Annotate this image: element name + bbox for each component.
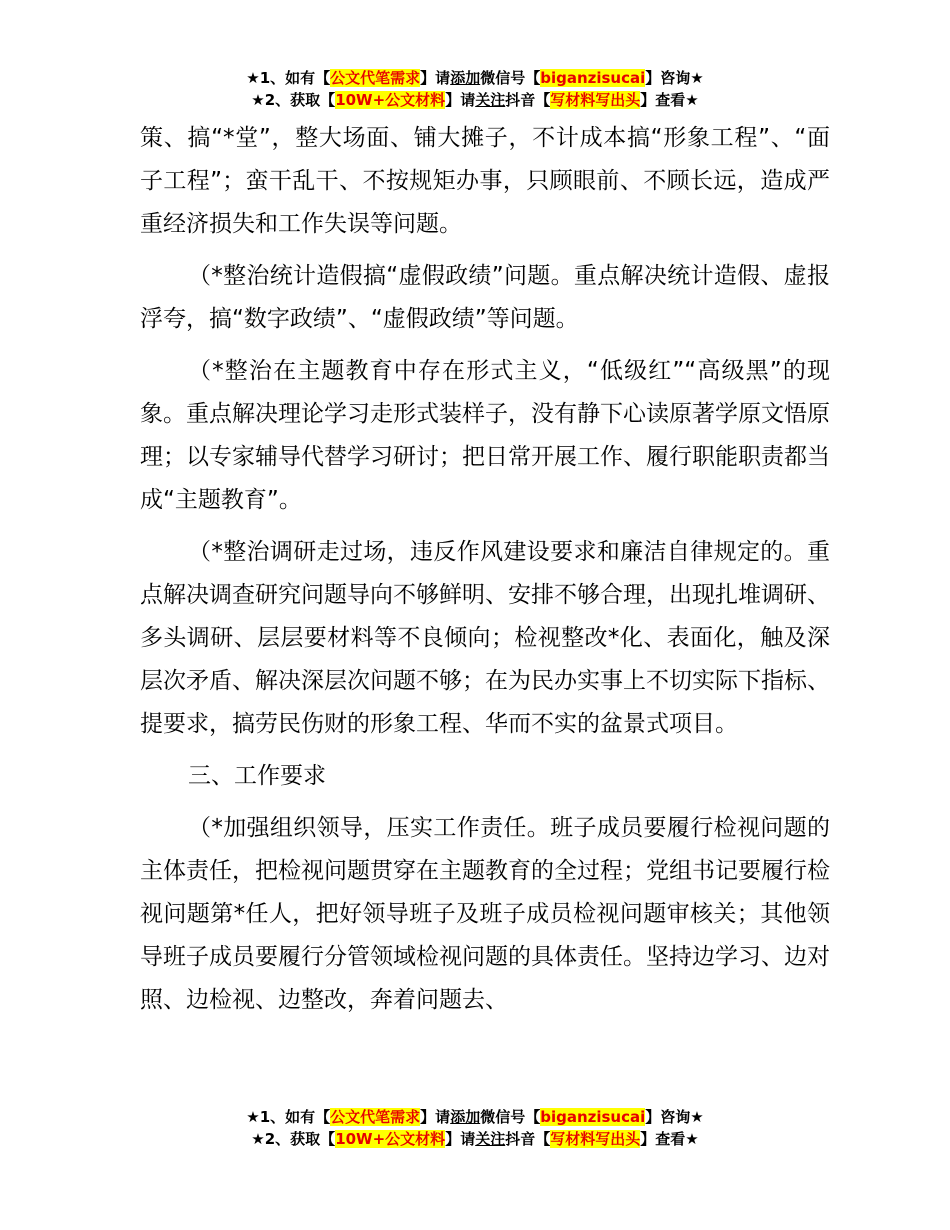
paragraph: 策、搞“*堂”，整大场面、铺大摊子，不计成本搞“形象工程”、“面子工程”；蛮干乱干、不按规矩办事，只顾眼前、不顾长远，造成严重经济损失和工作失误等问题。 <box>140 125 830 237</box>
banner-highlight: 写材料写出头 <box>550 91 641 109</box>
banner-text: 】请 <box>420 69 451 87</box>
banner-highlight: 写材料写出头 <box>550 1130 641 1148</box>
banner-underline: 添加 <box>450 69 481 87</box>
banner-highlight: 10W+公文材料 <box>335 91 446 109</box>
banner-text: 微信号【 <box>480 1108 541 1126</box>
banner-line-1 <box>0 1106 950 1128</box>
paragraph: （*加强组织领导，压实工作责任。班子成员要履行检视问题的主体责任，把检视问题贯穿在主题教育的全过程；党组书记要履行检视问题第*任人，把好领导班子及班子成员检视问题审核关；其他领导班子成员要履行分管领域检视问题的具体责任。坚持边学习、边对照、边检视、边整改，奔着问题去、 <box>140 815 830 1013</box>
footer-banner <box>0 1106 950 1150</box>
banner-line-2 <box>0 89 950 111</box>
banner-text: 】请 <box>445 91 476 109</box>
banner-highlight: biganzisucai <box>540 69 646 87</box>
banner-text: 】咨询★ <box>645 69 704 87</box>
banner-text: 抖音【 <box>505 1130 551 1148</box>
banner-highlight: 公文代笔需求 <box>330 1108 421 1126</box>
banner-highlight: 10W+公文材料 <box>335 1130 446 1148</box>
section-heading: 三、工作要求 <box>188 763 326 789</box>
paragraph: （*整治统计造假搞“虚假政绩”问题。重点解决统计造假、虚报浮夸，搞“数字政绩”、“虚假政绩”等问题。 <box>140 263 830 332</box>
banner-text: 】请 <box>420 1108 451 1126</box>
banner-text: 】查看★ <box>640 91 699 109</box>
banner-text: ★2、获取【 <box>251 1130 336 1148</box>
header-banner <box>0 67 950 111</box>
banner-highlight: 公文代笔需求 <box>330 69 421 87</box>
banner-underline: 关注 <box>475 91 506 109</box>
banner-line-2 <box>0 1128 950 1150</box>
banner-text: 抖音【 <box>505 91 551 109</box>
banner-text: ★1、如有【 <box>246 69 331 87</box>
banner-text: 微信号【 <box>480 69 541 87</box>
banner-text: 】请 <box>445 1130 476 1148</box>
banner-underline: 关注 <box>475 1130 506 1148</box>
banner-text: 】查看★ <box>640 1130 699 1148</box>
banner-underline: 添加 <box>450 1108 481 1126</box>
banner-text: 】咨询★ <box>645 1108 704 1126</box>
banner-text: ★2、获取【 <box>251 91 336 109</box>
banner-line-1 <box>0 67 950 89</box>
banner-text: ★1、如有【 <box>246 1108 331 1126</box>
document-body <box>140 117 830 1031</box>
paragraph: （*整治调研走过场，违反作风建设要求和廉洁自律规定的。重点解决调查研究问题导向不够鲜明、安排不够合理，出现扎堆调研、多头调研、层层要材料等不良倾向；检视整改*化、表面化，触及深层次矛盾、解决深层次问题不够；在为民办实事上不切实际下指标、提要求，搞劳民伤财的形象工程、华而不实的盆景式项目。 <box>140 539 830 737</box>
paragraph: （*整治在主题教育中存在形式主义，“低级红”“高级黑”的现象。重点解决理论学习走形式装样子，没有静下心读原著学原文悟原理；以专家辅导代替学习研讨；把日常开展工作、履行职能职责都当成“主题教育”。 <box>140 358 830 513</box>
banner-highlight: biganzisucai <box>540 1108 646 1126</box>
